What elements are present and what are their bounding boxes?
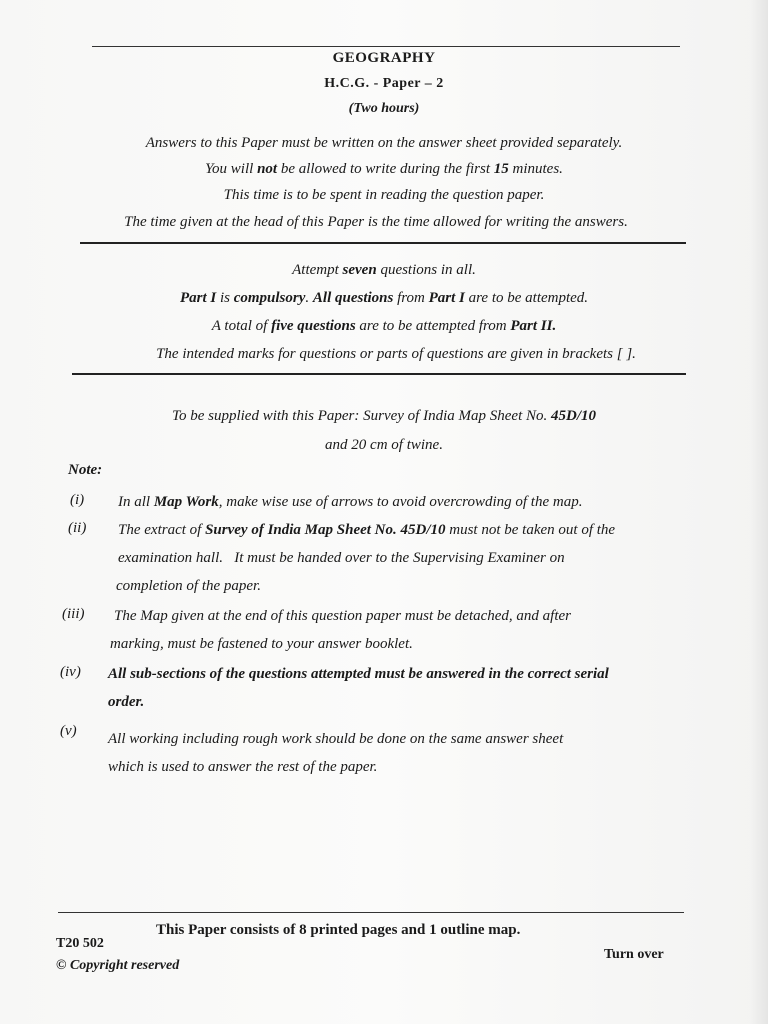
text: minutes. (508, 161, 563, 177)
note-item-2-line-2: examination hall. It must be handed over to the Supervising Examiner on (118, 550, 565, 566)
text: is (216, 290, 234, 306)
note-item-4-line-2: order. (108, 694, 145, 710)
emphasis: Part I (179, 290, 217, 306)
text: questions in all. (376, 262, 476, 278)
text: be allowed to write during the first (277, 161, 494, 177)
page-edge-shadow (750, 0, 768, 1024)
emphasis: Map Work (153, 494, 219, 510)
attempt-line-3 (0, 318, 768, 335)
duration: (Two hours) (348, 101, 420, 116)
note-number: (iv) (60, 664, 81, 680)
instruction-line-2 (0, 161, 768, 178)
supply-line-2: and 20 cm of twine. (325, 437, 443, 453)
attempt-line-4: The intended marks for questions or parts of questions are given in brackets [ ]. (156, 346, 636, 362)
text: You will (205, 161, 258, 177)
top-rule (92, 46, 680, 47)
emphasis: seven (342, 262, 377, 278)
note-item-2-line-1 (118, 522, 615, 539)
note-item-3-line-1: The Map given at the end of this question paper must be detached, and after (114, 608, 572, 624)
attempt-line-2 (0, 290, 768, 307)
paper-code: T20 502 (56, 936, 104, 951)
note-item-1 (118, 494, 582, 511)
page-count: This Paper consists of 8 printed pages and 1 outline map. (156, 922, 521, 938)
emphasis: All questions (312, 290, 394, 306)
note-item-4-line-1: All sub-sections of the questions attempted must be answered in the correct serial (108, 666, 609, 682)
text: from (393, 290, 429, 306)
divider-1 (80, 242, 686, 244)
note-number: (i) (70, 492, 85, 508)
text: , make wise use of arrows to avoid overcrowding of the map. (218, 494, 583, 510)
note-label: Note: (68, 462, 103, 478)
text: are to be attempted. (464, 290, 589, 306)
note-number: (ii) (68, 520, 87, 536)
emphasis: 15 (493, 161, 509, 177)
supply-line-1 (0, 408, 768, 425)
text: A total of (211, 318, 272, 334)
copyright: © Copyright reserved (56, 958, 180, 973)
emphasis: compulsory (233, 290, 306, 306)
note-item-5-line-1: All working including rough work should be done on the same answer sheet (108, 731, 564, 747)
emphasis: Part I (428, 290, 465, 306)
note-item-5-line-2: which is used to answer the rest of the paper. (108, 759, 378, 775)
divider-2 (72, 373, 686, 375)
footer-rule (58, 912, 684, 913)
note-number: (iii) (62, 606, 85, 622)
note-item-2-line-3: completion of the paper. (116, 578, 261, 594)
text: Attempt (292, 262, 343, 278)
text: In all (118, 494, 154, 510)
attempt-line-1 (0, 262, 768, 279)
paper-title: H.C.G. - Paper – 2 (324, 76, 444, 91)
subject-title: GEOGRAPHY (332, 50, 436, 66)
text: are to be attempted from (355, 318, 511, 334)
instruction-line-4: The time given at the head of this Paper is the time allowed for writing the answers. (124, 214, 628, 230)
instruction-line-1: Answers to this Paper must be written on the answer sheet provided separately. (145, 135, 623, 151)
emphasis: five questions (271, 318, 356, 334)
emphasis: not (257, 161, 278, 177)
note-item-3-line-2: marking, must be fastened to your answer booklet. (110, 636, 413, 652)
text: The extract of (118, 522, 206, 538)
text: . (305, 290, 313, 306)
emphasis: Part II. (510, 318, 557, 334)
text: must not be taken out of the (445, 522, 616, 538)
turn-over: Turn over (604, 947, 664, 962)
emphasis: Survey of India Map Sheet No. 45D/10 (205, 522, 446, 538)
emphasis: 45D/10 (551, 408, 596, 424)
note-number: (v) (60, 723, 77, 739)
text: To be supplied with this Paper: Survey of India Map Sheet No. (172, 408, 551, 424)
instruction-line-3: This time is to be spent in reading the question paper. (223, 187, 545, 203)
